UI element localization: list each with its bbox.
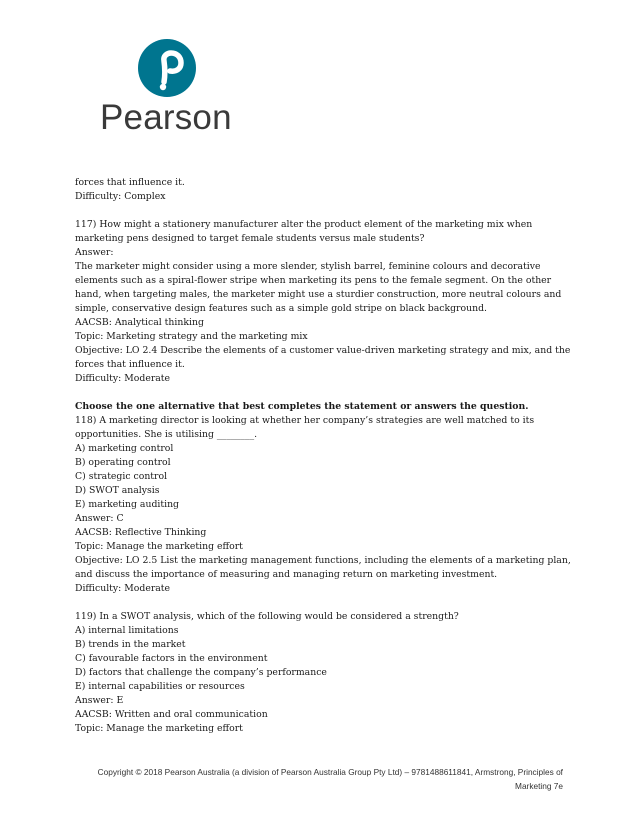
text-line: Answer: <box>75 247 114 258</box>
footer-line-2: Marketing 7e <box>515 781 563 791</box>
text-line: C) strategic control <box>75 471 168 482</box>
text-line: simple, conservative design features such as a simple gold stripe on black background. <box>75 303 487 314</box>
text-line: AACSB: Written and oral communication <box>75 709 268 720</box>
copyright-footer <box>60 765 563 793</box>
text-line: Difficulty: Moderate <box>75 373 171 384</box>
text-line: Objective: LO 2.5 List the marketing management functions, including the elements of a marketing plan, <box>75 555 571 566</box>
text-line: The marketer might consider using a more slender, stylish barrel, feminine colours and decorative <box>75 261 541 272</box>
text-line: 118) A marketing director is looking at whether her company’s strategies are well matched to its <box>75 415 535 426</box>
text-line: AACSB: Analytical thinking <box>75 317 204 328</box>
text-line: 117) How might a stationery manufacturer alter the product element of the marketing mix when <box>75 219 533 230</box>
text-line: 119) In a SWOT analysis, which of the following would be considered a strength? <box>75 611 459 622</box>
text-line: Difficulty: Moderate <box>75 583 171 594</box>
blank-line <box>75 386 570 400</box>
blank-line <box>75 204 570 218</box>
text-line: elements such as a spiral-flower stripe when marketing its pens to the female segment. On the other <box>75 275 552 286</box>
text-line: E) internal capabilities or resources <box>75 681 245 692</box>
text-line: hand, when targeting males, the marketer might use a sturdier construction, more neutral colours and <box>75 289 562 300</box>
text-line: Difficulty: Complex <box>75 191 166 202</box>
text-line: B) trends in the market <box>75 639 186 650</box>
text-line: B) operating control <box>75 457 171 468</box>
text-line: Topic: Marketing strategy and the marketing mix <box>75 331 308 342</box>
footer-line-1: Copyright © 2018 Pearson Australia (a division of Pearson Australia Group Pty Ltd) – 9781488611841, Armstrong, Principles of <box>97 767 563 777</box>
document-body <box>75 176 570 736</box>
blank-line <box>75 596 570 610</box>
text-line: forces that influence it. <box>75 177 185 188</box>
text-line: E) marketing auditing <box>75 499 180 510</box>
text-line: Choose the one alternative that best completes the statement or answers the question. <box>75 401 529 412</box>
text-line: and discuss the importance of measuring and managing return on marketing investment. <box>75 569 498 580</box>
text-line: A) internal limitations <box>75 625 179 636</box>
text-line: opportunities. She is utilising ________. <box>75 429 258 440</box>
pearson-p-logo-icon <box>137 38 197 98</box>
text-line: marketing pens designed to target female students versus male students? <box>75 233 425 244</box>
pearson-wordmark: Pearson <box>100 98 232 137</box>
text-line: Topic: Manage the marketing effort <box>75 723 243 734</box>
text-line: AACSB: Reflective Thinking <box>75 527 207 538</box>
text-line: forces that influence it. <box>75 359 185 370</box>
text-line: Answer: C <box>75 513 124 524</box>
text-line: D) factors that challenge the company’s performance <box>75 667 327 678</box>
text-line: Topic: Manage the marketing effort <box>75 541 243 552</box>
text-line: D) SWOT analysis <box>75 485 160 496</box>
text-line: Objective: LO 2.4 Describe the elements of a customer value-driven marketing strategy and mix, and the <box>75 345 571 356</box>
text-line: C) favourable factors in the environment <box>75 653 268 664</box>
text-line: Answer: E <box>75 695 124 706</box>
pearson-logo <box>100 38 240 138</box>
text-line: A) marketing control <box>75 443 174 454</box>
